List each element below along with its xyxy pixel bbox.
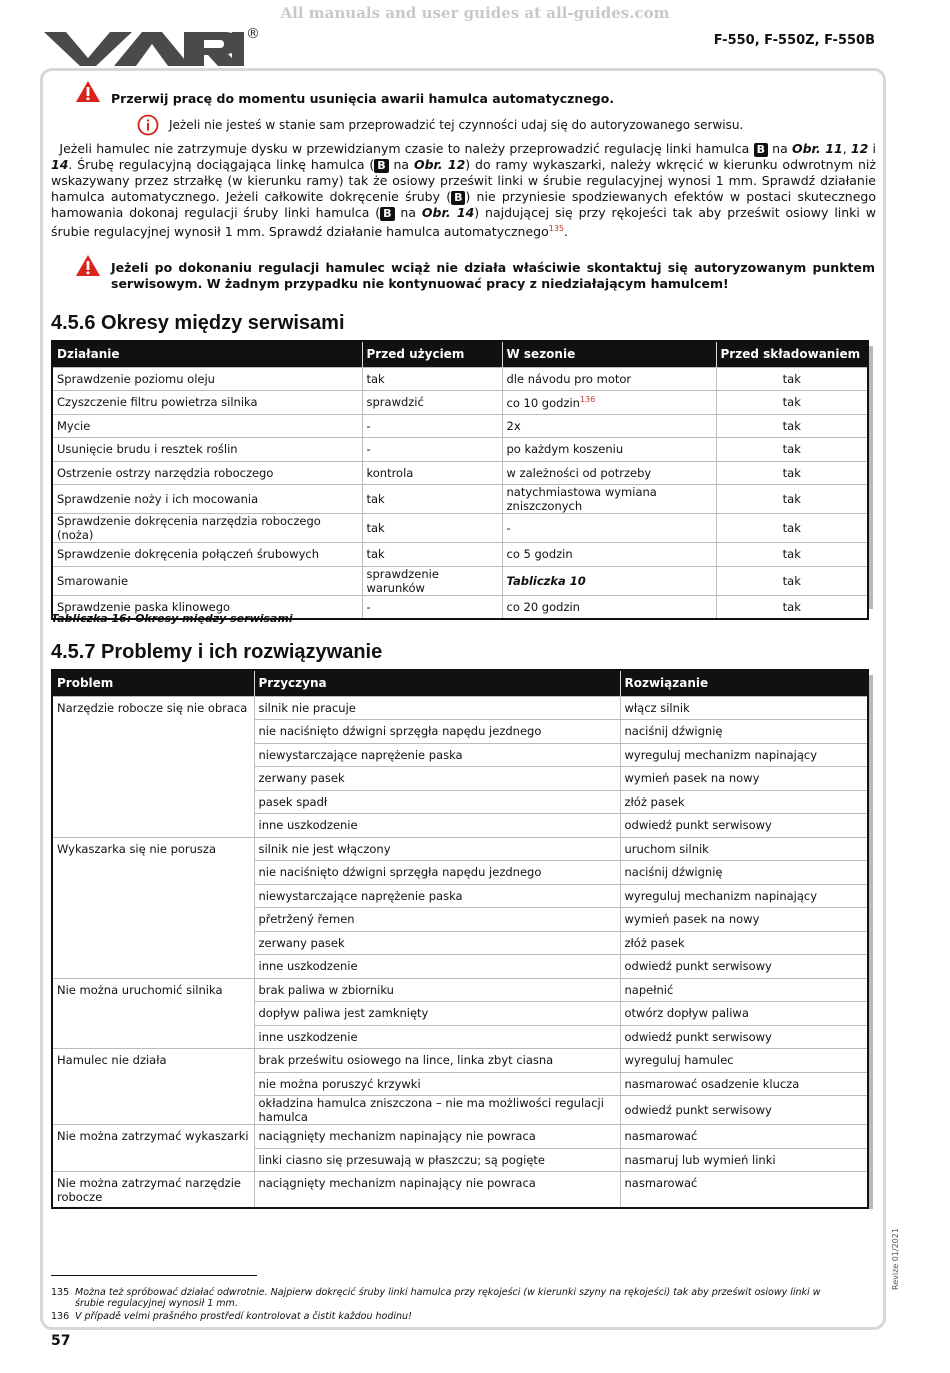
problem-cell [52,1049,254,1125]
table-cell [502,438,716,462]
table-cell [254,861,620,885]
footnote-ref-135: 135 [548,224,565,233]
table-row [52,1172,868,1208]
para-text-2: Śrubę regulacyjną dociągająca linkę hamulca ( [77,157,375,172]
table-cell [620,1125,868,1149]
cell-text: Narzędzie robocze się nie obraca [57,700,248,715]
section-heading-troubleshooting: 4.5.7 Problemy i ich rozwiązywanie [51,641,383,663]
table-cell [716,595,868,619]
table-cell [254,1072,620,1096]
column-header: W sezonie [502,341,716,367]
cell-text: tak [782,395,801,410]
cell-text: tak [782,573,801,588]
cell-text: Smarowanie [57,573,129,588]
table-cell [362,595,502,619]
table-row [52,438,868,462]
cell-text: nasmarować [624,1129,698,1144]
cell-text: Ostrzenie ostrzy narzędzia roboczego [57,465,274,480]
table-cell [254,884,620,908]
footnote-136 [51,1311,851,1322]
table-cell [254,720,620,744]
cell-text: brak paliwa w zbiorniku [258,982,394,997]
cell-text: wymień pasek na nowy [624,912,760,927]
table-cell [620,884,868,908]
cell-text: Sprawdzenie noży i ich mocowania [57,492,259,506]
cell-text: zerwany pasek [258,771,345,786]
cell-text: tak [782,521,801,535]
cell-text: nie naciśnięto dźwigni sprzęgła napędu jezdnego [258,724,542,739]
cell-text: wyreguluj mechanizm napinający [624,888,818,903]
table-cell [254,1125,620,1149]
para-text-1: Jeżeli hamulec nie zatrzymuje dysku w przewidzianym czasie to należy przeprowadzić regulację linki hamulca [59,141,750,156]
cell-text: co 20 godzin [506,599,580,614]
table-row [52,414,868,438]
brake-adjustment-paragraph [51,141,876,240]
table-cell [620,767,868,791]
watermark: All manuals and user guides at all-guides.com [280,4,670,22]
footnote-135 [51,1287,851,1309]
table-cell [362,485,502,514]
cell-text: brak prześwitu osiowego na lince, linka zbyt ciasna [258,1053,554,1068]
info-block [137,114,743,136]
table-cell [716,543,868,567]
table-cell [620,1072,868,1096]
cell-text: sprawdzić [366,395,424,410]
cell-text: Mycie [57,418,91,433]
table-cell [716,367,868,391]
badge-b: B [380,207,394,221]
cell-text: tak [782,442,801,457]
table-cell [620,908,868,932]
cell-text: uruchom silnik [624,841,709,856]
cell-text: otwórz dopływ paliwa [624,1006,749,1021]
cell-text: Czyszczenie filtru powietrza silnika [57,395,258,410]
table-cell [502,367,716,391]
cell-text: naciągnięty mechanizm napinający nie powraca [258,1129,536,1144]
table-row [52,1049,868,1073]
troubleshooting-table-wrap [51,669,869,1209]
table-cell [362,566,502,595]
para-and: i [872,141,877,156]
table-row [52,566,868,595]
warning-icon [75,80,101,103]
model-label: F-550, F-550Z, F-550B [713,33,875,48]
para-comma: , [842,141,847,156]
cell-text: nasmaruj lub wymień linki [624,1152,776,1167]
table-cell [620,1148,868,1172]
vari-logo-graphic [44,28,244,68]
table-cell [254,814,620,838]
table-cell [254,837,620,861]
cell-text: tak [782,465,801,480]
table-cell [52,414,362,438]
problem-cell [52,696,254,837]
footnote-number: 135 [51,1287,70,1298]
cell-text: wyreguluj hamulec [624,1053,734,1068]
cell-text: nie można poruszyć krzywki [258,1076,421,1091]
cell-text: tak [782,599,801,614]
cell-text: tak [366,371,385,386]
vari-logo-i [232,28,246,68]
table-cell [254,931,620,955]
table-cell [620,978,868,1002]
info-text: Jeżeli nie jesteś w stanie sam przeprowadzić tej czynności udaj się do autoryzowanego serwisu. [169,118,744,132]
table-cell [254,1002,620,1026]
cell-text: pasek spadł [258,794,328,809]
cell-text: naciągnięty mechanizm napinający nie powraca [258,1176,536,1190]
cell-text: tak [782,418,801,433]
table-cell [716,514,868,543]
cell-text: Tabliczka 10 [506,573,586,588]
cell-text: tak [782,547,801,562]
cell-text: złóż pasek [624,935,685,950]
cell-text: naciśnij dźwignię [624,865,723,880]
cell-text: dopływ paliwa jest zamknięty [258,1006,429,1021]
table-cell [52,438,362,462]
table-cell [620,837,868,861]
table-cell [502,414,716,438]
cell-text: silnik nie pracuje [258,700,356,715]
table-cell [502,514,716,543]
table-cell [620,861,868,885]
table-cell [716,391,868,415]
table-cell [620,955,868,979]
footnote-text: Można też spróbować działać odwrotnie. Najpierw dokręcić śruby linki hamulca przy rękojeści (w kierunki szyny na rękojeści) tak aby prześwit osiowy linki w śrubie regulacyjnej wynosił 1 mm. [75,1287,821,1309]
warning-block-1 [75,80,875,107]
cell-text: odwiedź punkt serwisowy [624,959,772,974]
table-cell [362,391,502,415]
table-cell [620,696,868,720]
revision-label: Revize 01/2021 [891,1228,900,1290]
table-cell [254,1025,620,1049]
para-ref-obr14: Obr. 14 [421,205,475,220]
cell-text: nasmarować [624,1176,698,1190]
cell-text: Usunięcie brudu i resztek roślin [57,442,238,457]
cell-text: tak [366,547,385,562]
table-cell [362,543,502,567]
cell-text: linki ciasno się przesuwają w płaszczu; są pogięte [258,1152,545,1167]
column-header: Przyczyna [254,670,620,696]
table-cell [620,790,868,814]
footnote-text: V případě velmi prašného prostředí kontrolovat a čistit každou hodinu! [75,1311,412,1322]
warning-text-1: Przerwij pracę do momentu usunięcia awarii hamulca automatycznego. [111,91,615,106]
footnote-ref-136: 136 [579,394,596,404]
cell-text: wyreguluj mechanizm napinający [624,747,818,762]
badge-b: B [451,191,465,205]
column-header: Problem [52,670,254,696]
table-cell [716,566,868,595]
footnote-number: 136 [51,1311,70,1322]
table-row [52,837,868,861]
table-cell [254,1096,620,1125]
warning-icon [75,254,101,277]
table-cell [620,1172,868,1208]
cell-text: Sprawdzenie dokręcenia połączeń śrubowych [57,547,319,562]
cell-text: tak [782,492,801,506]
cell-text: co 5 godzin [506,547,573,562]
table-cell [52,461,362,485]
cell-text: Sprawdzenie dokręcenia narzędzia roboczego (noża) [57,514,321,542]
column-header: Przed składowaniem [716,341,868,367]
table-cell [254,743,620,767]
service-intervals-table-wrap [51,340,869,620]
cell-text: niewystarczające naprężenie paska [258,747,463,762]
cell-text: - [506,521,511,535]
cell-text: inne uszkodzenie [258,818,358,833]
table-cell [254,1049,620,1073]
cell-text: 2x [506,418,521,433]
cell-text: Sprawdzenie paska klinowego [57,599,231,614]
cell-text: silnik nie jest włączony [258,841,391,856]
cell-text: odwiedź punkt serwisowy [624,818,772,833]
table-row [52,696,868,720]
cell-text: Nie można uruchomić silnika [57,982,223,997]
para-na: na [772,141,788,156]
column-header: Rozwiązanie [620,670,868,696]
cell-text: natychmiastowa wymiana zniszczonych [506,485,657,513]
cell-text: tak [366,521,385,535]
problem-cell [52,978,254,1049]
cell-text: okładzina hamulca zniszczona – nie ma możliwości regulacji hamulca [258,1096,604,1124]
para-text-5: ) najdującej się przy rękojeści tak aby prześwit osiowy linki w śrubie regulacyjnej wynosił 1 mm. Sprawdź działanie hamulca automatycznego [51,205,876,240]
cell-text: nasmarować osadzenie klucza [624,1076,800,1091]
cell-text: niewystarczające naprężenie paska [258,888,463,903]
page-number: 57 [51,1333,71,1349]
table-cell [620,814,868,838]
table-row [52,485,868,514]
service-intervals-table [51,340,869,620]
para-text-4: ) nie przyniesie spodziewanych efektów w postaci skutecznego hamowania dokonaj regulacji śruby linki hamulca ( [51,189,876,220]
section-heading-service-intervals: 4.5.6 Okresy między serwisami [51,312,345,334]
table-row [52,514,868,543]
registered-mark: ® [246,26,260,42]
para-end: . [564,224,569,240]
table-row [52,367,868,391]
cell-text: Nie można zatrzymać narzędzie robocze [57,1176,241,1204]
cell-text: Hamulec nie działa [57,1053,167,1067]
para-text-3: ) do ramy wykaszarki, należy wkręcić w kierunku odwrotnym niż wskazywany przez strzałkę (w kierunku ramy) tak że osiowy prześwit linki w śrubie regulacyjnej wynosi 1 mm. Sprawdź działanie hamulca automatycznego. Jeżeli całkowite dokręcenie śruby ( [51,157,876,204]
para-dot: . [68,157,73,172]
cell-text: po każdym koszeniu [506,442,624,457]
table-row [52,391,868,415]
warning-text-2: Jeżeli po dokonaniu regulacji hamulec wciąż nie działa właściwie skontaktuj się autoryzowanym punktem serwisowym. W żadnym przypadku nie kontynuować pracy z niedziałającym hamulcem! [111,260,875,291]
vari-logo [44,26,260,72]
cell-text: Wykaszarka się nie porusza [57,841,217,856]
cell-text: přetržený řemen [258,912,355,927]
cell-text: napełnić [624,982,674,997]
table-cell [254,955,620,979]
table-cell [362,438,502,462]
cell-text: w zależności od potrzeby [506,465,652,480]
info-icon [137,114,159,136]
table-cell [620,720,868,744]
column-header: Działanie [52,341,362,367]
footnote-separator [51,1275,257,1276]
table-cell [620,1049,868,1073]
table-row [52,461,868,485]
cell-text: złóż pasek [624,794,685,809]
table-cell [620,743,868,767]
cell-text: tak [366,492,385,506]
table-cell [254,908,620,932]
table-row [52,1125,868,1149]
table-row [52,543,868,567]
table-cell [716,438,868,462]
table-cell [362,461,502,485]
cell-text: tak [782,371,801,386]
table-cell [52,514,362,543]
para-obr: Obr. [791,141,821,156]
table-cell [502,485,716,514]
table-cell [620,1025,868,1049]
cell-text: kontrola [366,465,414,480]
table-cell [502,566,716,595]
problem-cell [52,837,254,978]
cell-text: - [366,442,371,457]
table-cell [502,595,716,619]
cell-text: włącz silnik [624,700,690,715]
cell-text: odwiedź punkt serwisowy [624,1029,772,1044]
table-cell [362,514,502,543]
cell-text: dle návodu pro motor [506,371,632,386]
cell-text: inne uszkodzenie [258,959,358,974]
para-na: na [400,205,417,220]
problem-cell [52,1172,254,1208]
cell-text: co 10 godzin [506,395,580,410]
para-na: na [393,157,410,172]
para-ref-14: 14 [51,157,69,172]
table-cell [502,543,716,567]
cell-text: - [366,418,371,433]
table-cell [254,978,620,1002]
table-cell [52,543,362,567]
column-header: Przed użyciem [362,341,502,367]
table-cell [716,414,868,438]
cell-text: odwiedź punkt serwisowy [624,1103,772,1117]
cell-text: naciśnij dźwignię [624,724,723,739]
table-cell [52,485,362,514]
table-cell [620,1096,868,1125]
table-row [52,978,868,1002]
table-caption: Tabliczka 16: Okresy między serwisami [51,612,293,625]
table-cell [362,414,502,438]
table-cell [254,767,620,791]
para-ref-11: 11 [825,141,843,156]
cell-text: inne uszkodzenie [258,1029,358,1044]
cell-text: Sprawdzenie poziomu oleju [57,371,215,386]
cell-text: - [366,599,371,614]
badge-b: B [754,143,768,157]
troubleshooting-table [51,669,869,1209]
table-cell [52,566,362,595]
table-cell [502,391,716,415]
table-cell [52,367,362,391]
table-cell [502,461,716,485]
table-cell [620,931,868,955]
table-cell [254,1172,620,1208]
para-ref-obr12: Obr. 12 [413,157,466,172]
badge-b: B [374,159,388,173]
table-cell [716,461,868,485]
table-cell [620,1002,868,1026]
table-cell [716,485,868,514]
table-cell [254,1148,620,1172]
cell-text: Nie można zatrzymać wykaszarki [57,1129,249,1143]
cell-text: nie naciśnięto dźwigni sprzęgła napędu jezdnego [258,865,542,880]
cell-text: sprawdzenie warunków [366,566,439,595]
cell-text: wymień pasek na nowy [624,771,760,786]
table-cell [254,790,620,814]
cell-text: zerwany pasek [258,935,345,950]
table-cell [52,391,362,415]
warning-block-2 [75,254,875,292]
table-cell [362,367,502,391]
table-cell [254,696,620,720]
problem-cell [52,1125,254,1172]
para-ref-12: 12 [850,141,869,156]
